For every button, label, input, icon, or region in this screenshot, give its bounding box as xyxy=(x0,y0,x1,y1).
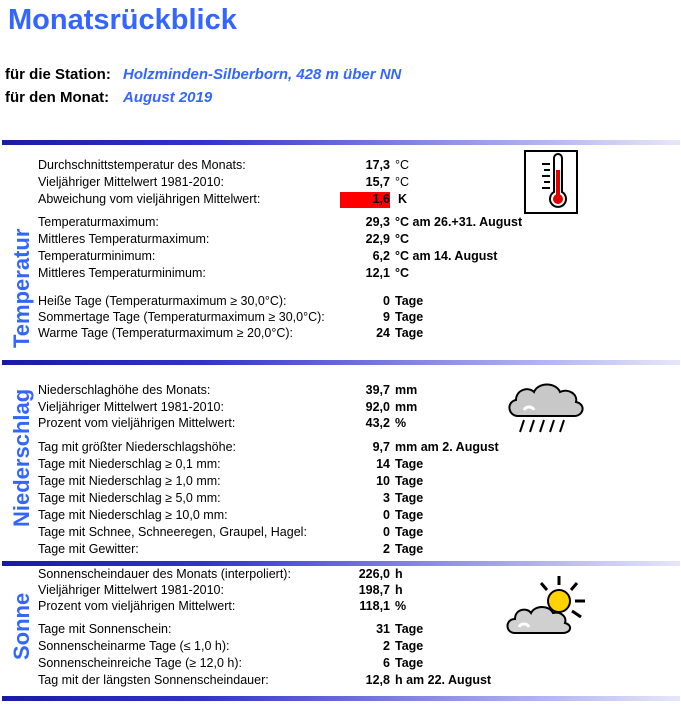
row-label: Sonnenscheinreiche Tage (≥ 12,0 h): xyxy=(38,656,242,670)
row-unit: Tage xyxy=(395,326,424,340)
row-label: Tage mit Niederschlag ≥ 0,1 mm: xyxy=(38,457,221,471)
divider-bar xyxy=(2,140,680,145)
table-row xyxy=(0,400,390,417)
row-value: 6 xyxy=(383,656,390,670)
row-unit: K xyxy=(398,192,408,206)
row-unit: mm xyxy=(395,383,418,397)
month-value: August 2019 xyxy=(123,89,213,106)
row-unit: Tage xyxy=(395,457,424,471)
row-unit: °C xyxy=(395,266,410,280)
thermometer-icon xyxy=(524,150,578,214)
row-unit: Tage xyxy=(395,294,424,308)
table-row xyxy=(0,158,390,175)
row-unit: Tage xyxy=(395,508,424,522)
row-label: Abweichung vom vieljährigen Mittelwert: xyxy=(38,192,261,206)
row-value: 29,3 xyxy=(365,215,390,229)
row-label: Temperaturmaximum: xyxy=(38,215,159,229)
row-unit: Tage xyxy=(395,639,424,653)
row-label: Vieljähriger Mittelwert 1981-2010: xyxy=(38,583,224,597)
row-unit: Tage xyxy=(395,491,424,505)
row-unit: Tage xyxy=(395,656,424,670)
row-label: Sommertage Tage (Temperaturmaximum ≥ 30,0°C): xyxy=(38,310,325,324)
table-row xyxy=(0,599,390,616)
table-row xyxy=(0,457,390,474)
row-label: Vieljähriger Mittelwert 1981-2010: xyxy=(38,400,224,414)
page-title: Monatsrückblick xyxy=(8,4,237,36)
row-unit: mm am 2. August xyxy=(395,440,499,454)
table-row xyxy=(0,622,390,639)
row-unit: Tage xyxy=(395,310,424,324)
table-row xyxy=(0,232,390,249)
row-label: Durchschnittstemperatur des Monats: xyxy=(38,158,246,172)
station-label: für die Station: xyxy=(5,66,111,83)
row-value: 12,1 xyxy=(365,266,390,280)
row-label: Mittleres Temperaturminimum: xyxy=(38,266,206,280)
row-label: Mittleres Temperaturmaximum: xyxy=(38,232,210,246)
row-value: 226,0 xyxy=(358,567,390,581)
row-value: 92,0 xyxy=(365,400,390,414)
table-row xyxy=(0,542,390,559)
row-label: Vieljähriger Mittelwert 1981-2010: xyxy=(38,175,224,189)
station-value: Holzminden-Silberborn, 428 m über NN xyxy=(123,66,402,83)
table-row xyxy=(0,383,390,400)
row-value: 6,2 xyxy=(372,249,390,263)
table-row xyxy=(0,310,390,327)
row-value: 0 xyxy=(383,294,390,308)
row-value: 0 xyxy=(383,508,390,522)
row-value: 15,7 xyxy=(365,175,390,189)
row-unit: °C am 14. August xyxy=(395,249,498,263)
divider-bar xyxy=(2,360,680,365)
row-unit: Tage xyxy=(395,622,424,636)
row-label: Tage mit Niederschlag ≥ 5,0 mm: xyxy=(38,491,221,505)
row-label: Temperaturminimum: xyxy=(38,249,156,263)
row-value: 9,7 xyxy=(372,440,390,454)
table-row xyxy=(0,508,390,525)
rain-cloud-icon xyxy=(506,374,591,438)
divider-bar xyxy=(2,561,680,566)
section-title-niederschlag: Niederschlag xyxy=(9,388,34,527)
row-value: 43,2 xyxy=(365,416,390,430)
row-value: 1,6 xyxy=(372,192,390,206)
row-value: 3 xyxy=(383,491,390,505)
row-label: Tage mit Sonnenschein: xyxy=(38,622,172,636)
row-unit: Tage xyxy=(395,542,424,556)
table-row xyxy=(0,474,390,491)
section-title-temperatur: Temperatur xyxy=(9,228,34,348)
row-unit: °C am 26.+31. August xyxy=(395,215,523,229)
row-label: Prozent vom vieljährigen Mittelwert: xyxy=(38,416,236,430)
row-label: Prozent vom vieljährigen Mittelwert: xyxy=(38,599,236,613)
row-value: 118,1 xyxy=(359,599,390,613)
table-row xyxy=(0,266,390,283)
row-value: 0 xyxy=(383,525,390,539)
table-row xyxy=(0,639,390,656)
section-title-sonne: Sonne xyxy=(9,592,34,660)
row-unit: h xyxy=(395,583,403,597)
row-value: 2 xyxy=(383,542,390,556)
month-label: für den Monat: xyxy=(5,89,110,106)
row-label: Tage mit Gewitter: xyxy=(38,542,139,556)
row-unit: h xyxy=(395,567,403,581)
table-row xyxy=(0,326,390,343)
row-label: Warme Tage (Temperaturmaximum ≥ 20,0°C): xyxy=(38,326,293,340)
row-unit: Tage xyxy=(395,525,424,539)
table-row xyxy=(0,525,390,542)
row-value: 31 xyxy=(376,622,390,636)
row-unit: °C xyxy=(395,232,410,246)
table-row xyxy=(0,215,390,232)
row-label: Heiße Tage (Temperaturmaximum ≥ 30,0°C): xyxy=(38,294,287,308)
row-unit: % xyxy=(395,599,407,613)
row-unit: °C xyxy=(395,175,410,189)
table-row xyxy=(0,491,390,508)
row-label: Tage mit Schnee, Schneeregen, Graupel, Hagel: xyxy=(38,525,307,539)
row-value: 12,8 xyxy=(365,673,390,687)
table-row xyxy=(0,567,390,584)
table-row xyxy=(0,440,390,457)
row-label: Tage mit Niederschlag ≥ 1,0 mm: xyxy=(38,474,221,488)
row-label: Niederschlaghöhe des Monats: xyxy=(38,383,211,397)
table-row xyxy=(0,656,390,673)
row-value: 9 xyxy=(383,310,390,324)
table-row xyxy=(0,583,390,600)
row-label: Sonnenscheinarme Tage (≤ 1,0 h): xyxy=(38,639,230,653)
row-value: 2 xyxy=(383,639,390,653)
table-row xyxy=(0,294,390,311)
row-value: 17,3 xyxy=(365,158,390,172)
divider-bar xyxy=(2,696,680,701)
row-unit: h am 22. August xyxy=(395,673,492,687)
table-row xyxy=(0,192,390,209)
row-unit: % xyxy=(395,416,407,430)
row-label: Sonnenscheindauer des Monats (interpoliert): xyxy=(38,567,291,581)
row-label: Tage mit Niederschlag ≥ 10,0 mm: xyxy=(38,508,228,522)
row-label: Tag mit der längsten Sonnenscheindauer: xyxy=(38,673,269,687)
row-value: 14 xyxy=(376,457,390,471)
row-unit: °C xyxy=(395,158,410,172)
row-value: 198,7 xyxy=(358,583,390,597)
sun-cloud-icon xyxy=(505,571,590,641)
row-value: 22,9 xyxy=(365,232,390,246)
table-row xyxy=(0,175,390,192)
row-unit: mm xyxy=(395,400,418,414)
row-unit: Tage xyxy=(395,474,424,488)
table-row xyxy=(0,416,390,433)
table-row xyxy=(0,249,390,266)
row-label: Tag mit größter Niederschlagshöhe: xyxy=(38,440,237,454)
table-row xyxy=(0,673,390,690)
row-value: 10 xyxy=(376,474,390,488)
row-value: 24 xyxy=(376,326,390,340)
row-value: 39,7 xyxy=(365,383,390,397)
